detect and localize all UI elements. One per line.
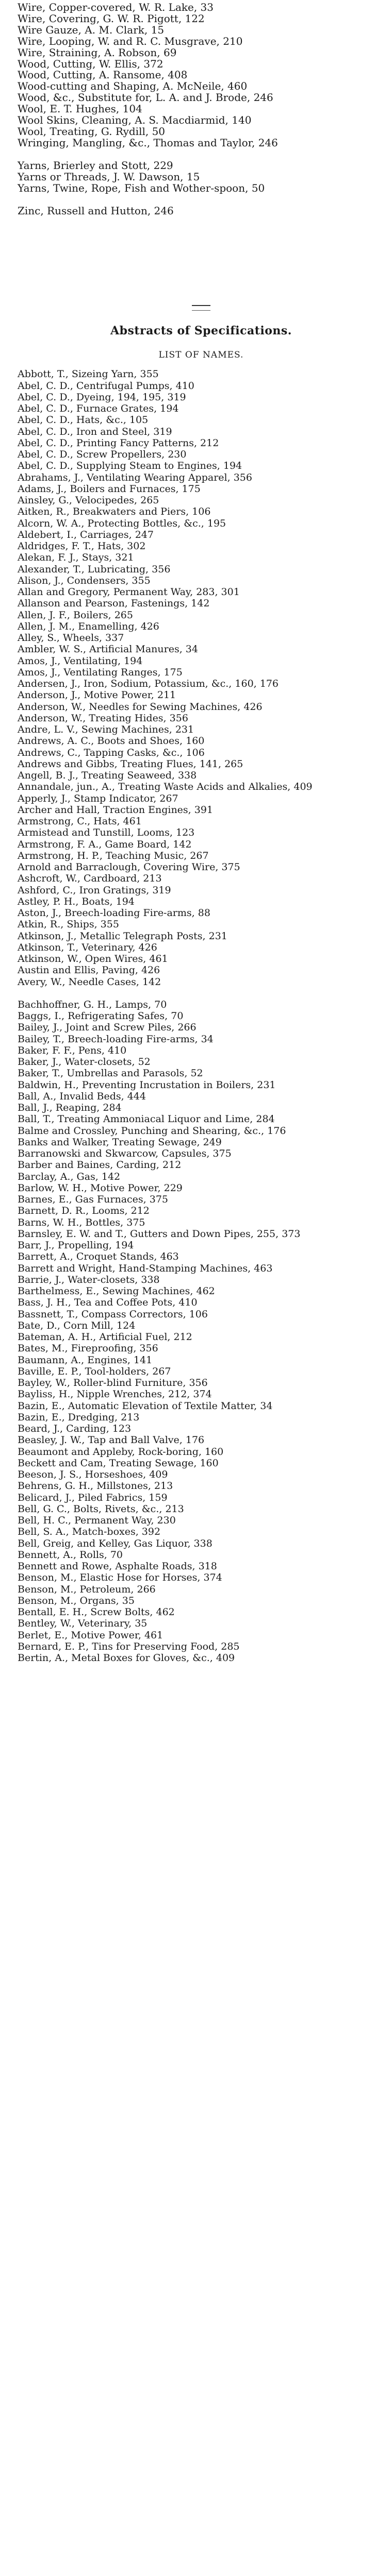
index-entry: Abel, C. D., Screw Propellers, 230	[18, 449, 187, 461]
letter-gap	[18, 988, 385, 999]
index-entry: Bates, M., Fireproofing, 356	[18, 1343, 158, 1354]
index-entry: Armstrong, C., Hats, 461	[18, 816, 142, 827]
index-entry: Aldebert, I., Carriages, 247	[18, 529, 154, 540]
index-page	[18, 2, 385, 1664]
index-entry: Bazin, E., Automatic Elevation of Textile Matter, 34	[18, 1400, 273, 1412]
index-entry: Alexander, T., Lubricating, 356	[18, 563, 171, 575]
index-entry: Barclay, A., Gas, 142	[18, 1171, 121, 1182]
index-entry: Benson, M., Organs, 35	[18, 1595, 135, 1606]
index-entry: Barrie, J., Water-closets, 338	[18, 1274, 160, 1285]
index-entry: Benson, M., Petroleum, 266	[18, 1583, 156, 1595]
index-entry: Balme and Crossley, Punching and Shearing, &c., 176	[18, 1125, 286, 1137]
index-entry: Bennett and Rowe, Asphalte Roads, 318	[18, 1561, 217, 1572]
section-gap	[18, 194, 385, 206]
index-entry: Allan and Gregory, Permanent Way, 283, 301	[18, 586, 240, 598]
index-entry: Yarns or Threads, J. W. Dawson, 15	[18, 170, 200, 183]
index-entry: Bernard, E. P., Tins for Preserving Food, 285	[18, 1640, 240, 1652]
index-entry: Baldwin, H., Preventing Incrustation in Boilers, 231	[18, 1079, 276, 1091]
index-entry: Abel, C. D., Supplying Steam to Engines, 194	[18, 460, 242, 472]
index-entry: Aston, J., Breech-loading Fire-arms, 88	[18, 907, 210, 919]
index-entry: Barranowski and Skwarcow, Capsules, 375	[18, 1148, 232, 1160]
index-entry: Zinc, Russell and Hutton, 246	[18, 204, 174, 217]
index-entry: Amos, J., Ventilating, 194	[18, 655, 143, 667]
index-entry: Ashcroft, W., Cardboard, 213	[18, 873, 162, 885]
index-entry: Wood, Cutting, A. Ransome, 408	[18, 69, 188, 81]
index-entry: Atkinson, T., Veterinary, 426	[18, 941, 157, 953]
section-gap	[18, 149, 385, 160]
index-entry: Abel, C. D., Iron and Steel, 319	[18, 426, 172, 437]
index-entry: Angell, B. J., Treating Seaweed, 338	[18, 770, 197, 782]
index-entry: Berlet, E., Motive Power, 461	[18, 1629, 164, 1641]
index-entry: Adams, J., Boilers and Furnaces, 175	[18, 483, 201, 495]
index-entry: Barr, J., Propelling, 194	[18, 1240, 134, 1251]
index-entry: Anderson, J., Motive Power, 211	[18, 689, 176, 701]
index-entry: Beard, J., Carding, 123	[18, 1423, 132, 1435]
index-entry: Wringing, Mangling, &c., Thomas and Taylor, 246	[18, 136, 278, 149]
index-entry: Wood, &c., Substitute for, L. A. and J. Brode, 246	[18, 91, 273, 104]
index-entry: Beckett and Cam, Treating Sewage, 160	[18, 1457, 219, 1469]
index-entry: Wood-cutting and Shaping, A. McNeile, 460	[18, 80, 248, 93]
index-entry: Atkin, R., Ships, 355	[18, 919, 119, 930]
index-entry: Barnett, D. R., Looms, 212	[18, 1205, 150, 1217]
index-entry: Abel, C. D., Hats, &c., 105	[18, 414, 149, 426]
index-section-z	[18, 206, 385, 217]
list-of-names-heading: LIST OF NAMES.	[158, 350, 244, 361]
index-entry: Bell, Greig, and Kelley, Gas Liquor, 338	[18, 1537, 213, 1549]
index-entry: Banks and Walker, Treating Sewage, 249	[18, 1136, 222, 1148]
index-entry: Abel, C. D., Furnace Grates, 194	[18, 403, 179, 415]
index-entry: Amos, J., Ventilating Ranges, 175	[18, 666, 183, 678]
index-entry: Beeson, J. S., Horseshoes, 409	[18, 1469, 168, 1481]
index-entry: Abbott, T., Sizeing Yarn, 355	[18, 368, 159, 380]
index-entry: Allen, J. F., Boilers, 265	[18, 609, 133, 621]
index-entry: Barber and Baines, Carding, 212	[18, 1159, 182, 1171]
index-entry: Baker, F. F., Pens, 410	[18, 1044, 127, 1056]
index-entry: Allanson and Pearson, Fastenings, 142	[18, 598, 210, 609]
index-entry: Barrett, A., Croquet Stands, 463	[18, 1251, 179, 1263]
index-entry: Belicard, J., Piled Fabrics, 159	[18, 1492, 168, 1503]
index-entry: Bayley, W., Roller-blind Furniture, 356	[18, 1377, 208, 1389]
index-entry: Beaumont and Appleby, Rock-boring, 160	[18, 1446, 224, 1458]
index-entry: Bate, D., Corn Mill, 124	[18, 1319, 136, 1331]
abstracts-title: Abstracts of Specifications.	[110, 324, 292, 338]
index-entry: Wool Skins, Cleaning, A. S. Macdiarmid, 140	[18, 114, 252, 127]
index-entry: Barnsley, E. W. and T., Gutters and Down Pipes, 255, 373	[18, 1228, 301, 1240]
section-divider	[192, 310, 210, 311]
index-entry: Arnold and Barraclough, Covering Wire, 375	[18, 861, 240, 873]
index-section-w	[18, 2, 385, 149]
index-entry: Andre, L. V., Sewing Machines, 231	[18, 724, 194, 736]
index-entry: Abrahams, J., Ventilating Wearing Apparel, 356	[18, 471, 252, 483]
index-entry: Bass, J. H., Tea and Coffee Pots, 410	[18, 1297, 198, 1309]
index-entry: Abel, C. D., Printing Fancy Patterns, 212	[18, 437, 219, 449]
index-entry: Baker, T., Umbrellas and Parasols, 52	[18, 1067, 203, 1079]
index-entry: Anderson, W., Treating Hides, 356	[18, 712, 188, 724]
index-section-y	[18, 160, 385, 194]
index-entry: Apperly, J., Stamp Indicator, 267	[18, 792, 178, 804]
index-entry: Barthelmess, E., Sewing Machines, 462	[18, 1285, 215, 1297]
index-entry: Bennett, A., Rolls, 70	[18, 1549, 123, 1561]
index-entry: Anderson, W., Needles for Sewing Machines, 426	[18, 701, 263, 713]
index-entry: Behrens, G. H., Millstones, 213	[18, 1480, 173, 1492]
index-entry: Baggs, I., Refrigerating Safes, 70	[18, 1010, 184, 1022]
index-entry: Bell, H. C., Permanent Way, 230	[18, 1515, 176, 1527]
index-entry: Archer and Hall, Traction Engines, 391	[18, 804, 214, 816]
index-entry: Benson, M., Elastic Hose for Horses, 374	[18, 1572, 222, 1584]
index-entry: Barrett and Wright, Hand-Stamping Machines, 463	[18, 1262, 273, 1274]
index-entry: Ball, J., Reaping, 284	[18, 1102, 122, 1114]
index-entry: Wood, Cutting, W. Ellis, 372	[18, 57, 164, 70]
index-entry: Alley, S., Wheels, 337	[18, 632, 124, 644]
index-entry: Bailey, J., Joint and Screw Piles, 266	[18, 1022, 197, 1033]
index-entry: Armstrong, H. P., Teaching Music, 267	[18, 850, 209, 861]
index-entry: Bayliss, H., Nipple Wrenches, 212, 374	[18, 1388, 212, 1400]
index-entry: Bentley, W., Veterinary, 35	[18, 1618, 148, 1630]
index-entry: Ambler, W. S., Artificial Manures, 34	[18, 643, 198, 655]
index-entry: Allen, J. M., Enamelling, 426	[18, 620, 159, 632]
index-entry: Bazin, E., Dredging, 213	[18, 1411, 140, 1423]
index-entry: Andrews, A. C., Boots and Shoes, 160	[18, 735, 205, 747]
index-entry: Ainsley, G., Velocipedes, 265	[18, 495, 159, 506]
index-entry: Baumann, A., Engines, 141	[18, 1354, 153, 1366]
index-entry: Atkinson, J., Metallic Telegraph Posts, 231	[18, 930, 227, 942]
index-entry: Abel, C. D., Centrifugal Pumps, 410	[18, 380, 194, 392]
index-entry: Aitken, R., Breakwaters and Piers, 106	[18, 506, 211, 518]
index-entry: Bailey, T., Breech-loading Fire-arms, 34	[18, 1033, 214, 1045]
index-entry: Bertin, A., Metal Boxes for Gloves, &c., 409	[18, 1652, 235, 1664]
index-entry: Ashford, C., Iron Gratings, 319	[18, 884, 171, 896]
index-entry: Alcorn, W. A., Protecting Bottles, &c., 195	[18, 517, 226, 529]
index-entry: Baker, J., Water-closets, 52	[18, 1056, 151, 1068]
index-entry: Wire, Covering, G. W. R. Pigott, 122	[18, 12, 205, 25]
abstracts-name-list	[18, 368, 385, 1664]
index-entry: Andersen, J., Iron, Sodium, Potassium, &c., 160, 176	[18, 678, 279, 690]
index-entry: Armistead and Tunstill, Looms, 123	[18, 827, 195, 839]
section-divider	[192, 305, 210, 306]
index-entry: Armstrong, F. A., Game Board, 142	[18, 838, 192, 850]
index-entry: Aldridges, F. T., Hats, 302	[18, 540, 146, 552]
index-entry: Wire, Straining, A. Robson, 69	[18, 46, 177, 59]
index-entry: Beasley, J. W., Tap and Ball Valve, 176	[18, 1434, 205, 1446]
index-entry: Bachhoffner, G. H., Lamps, 70	[18, 998, 167, 1010]
index-entry: Yarns, Brierley and Stott, 229	[18, 159, 173, 172]
index-entry: Barnes, E., Gas Furnaces, 375	[18, 1194, 169, 1206]
index-entry: Ball, A., Invalid Beds, 444	[18, 1090, 146, 1102]
index-entry: Barlow, W. H., Motive Power, 229	[18, 1182, 183, 1194]
index-entry: Austin and Ellis, Paving, 426	[18, 964, 160, 976]
index-entry: Atkinson, W., Open Wires, 461	[18, 953, 168, 965]
index-entry: Ball, T., Treating Ammoniacal Liquor and Lime, 284	[18, 1113, 275, 1125]
index-entry: Andrews, C., Tapping Casks, &c., 106	[18, 747, 205, 758]
index-entry: Wire, Looping, W. and R. C. Musgrave, 210	[18, 35, 243, 47]
index-entry: Bentall, E. H., Screw Bolts, 462	[18, 1606, 175, 1618]
index-entry: Annandale, jun., A., Treating Waste Acids and Alkalies, 409	[18, 781, 313, 793]
index-entry: Andrews and Gibbs, Treating Flues, 141, 265	[18, 758, 243, 770]
index-entry: Alekan, F. J., Stays, 321	[18, 552, 134, 564]
index-entry: Bassnett, T., Compass Correctors, 106	[18, 1308, 208, 1320]
index-entry: Wool, E. T. Hughes, 104	[18, 103, 142, 115]
index-entry: Bell, S. A., Match-boxes, 392	[18, 1526, 161, 1538]
index-entry: Alison, J., Condensers, 355	[18, 574, 151, 586]
index-entry: Yarns, Twine, Rope, Fish and Wother-spoon, 50	[18, 181, 265, 194]
index-entry: Wire, Copper-covered, W. R. Lake, 33	[18, 1, 214, 13]
index-entry: Bateman, A. H., Artificial Fuel, 212	[18, 1331, 192, 1343]
index-entry: Barns, W. H., Bottles, 375	[18, 1216, 145, 1228]
index-entry: Abel, C. D., Dyeing, 194, 195, 319	[18, 391, 186, 403]
index-entry: Bell, G. C., Bolts, Rivets, &c., 213	[18, 1503, 184, 1515]
index-entry: Avery, W., Needle Cases, 142	[18, 976, 161, 988]
index-entry: Wool, Treating, G. Rydill, 50	[18, 125, 166, 138]
index-entry: Astley, P. H., Boats, 194	[18, 895, 135, 907]
index-entry: Baville, E. P., Tool-holders, 267	[18, 1365, 171, 1377]
index-entry: Wire Gauze, A. M. Clark, 15	[18, 23, 165, 36]
